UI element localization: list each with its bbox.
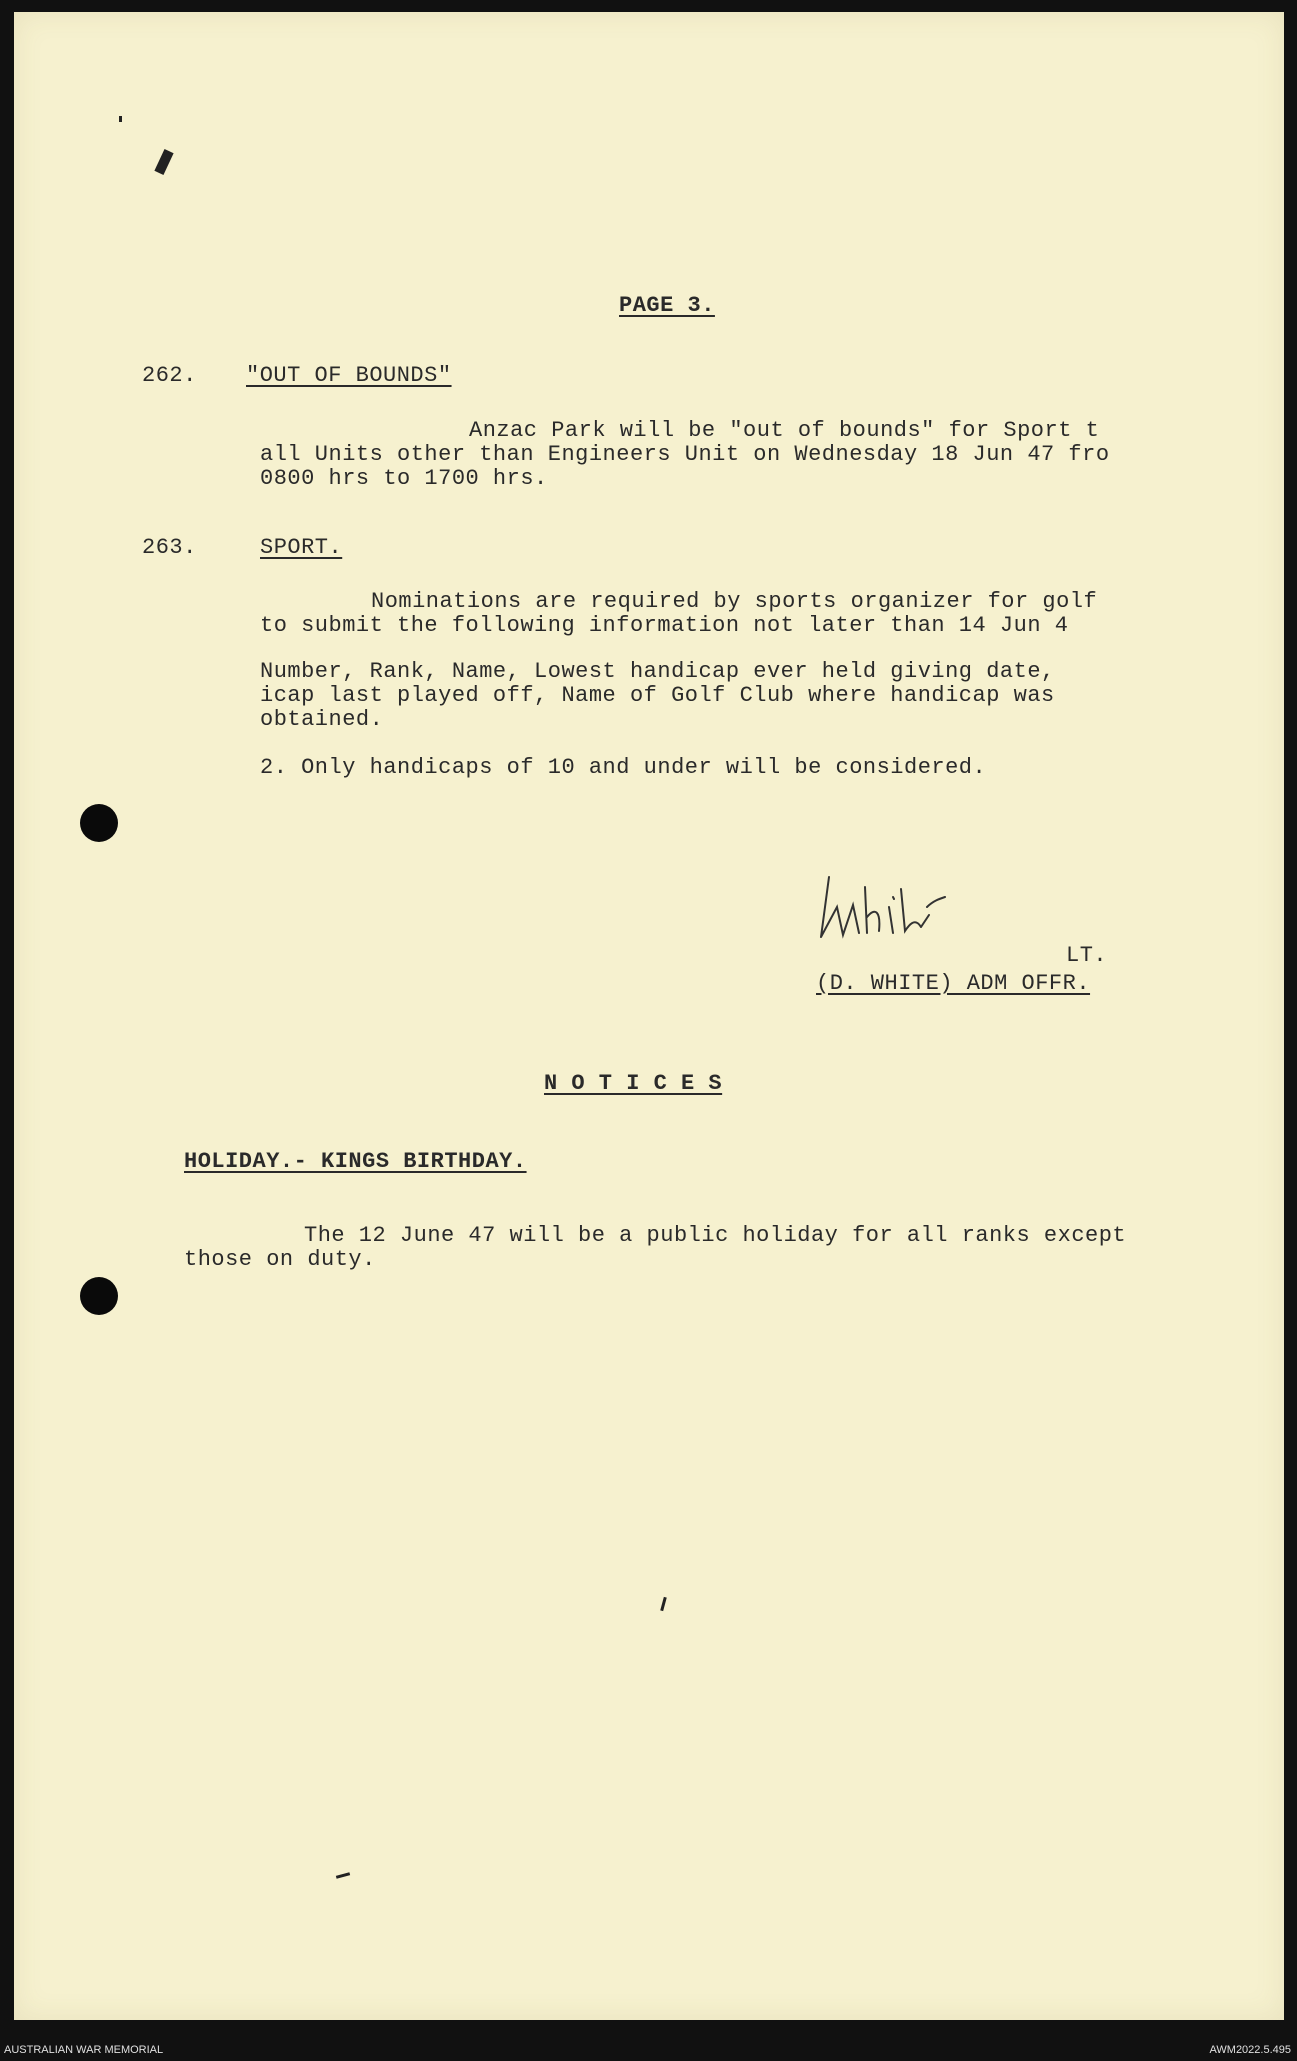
signature-name: (D. WHITE) ADM OFFR. (816, 971, 1091, 996)
page-heading: PAGE 3. (619, 293, 715, 318)
item-line: Nominations are required by sports organizer for golf (371, 589, 1098, 614)
typed-page (14, 12, 1284, 2020)
stray-mark (336, 1872, 350, 1879)
stray-mark (119, 116, 122, 122)
item-line: to submit the following information not later than 14 Jun 4 (260, 613, 1069, 638)
holiday-line: those on duty. (184, 1247, 376, 1272)
holiday-title: HOLIDAY.- KINGS BIRTHDAY. (184, 1149, 527, 1174)
holiday-line: The 12 June 47 will be a public holiday for all ranks except (304, 1223, 1127, 1248)
item-line: icap last played off, Name of Golf Club where handicap was (260, 683, 1055, 708)
item-line: Number, Rank, Name, Lowest handicap ever held giving date, (260, 659, 1055, 684)
item-line: all Units other than Engineers Unit on Wednesday 18 Jun 47 fro (260, 442, 1110, 467)
item-line: 0800 hrs to 1700 hrs. (260, 466, 548, 491)
handwritten-signature (809, 867, 999, 947)
item-title: SPORT. (260, 535, 343, 560)
stray-mark (660, 1597, 667, 1611)
item-line: obtained. (260, 707, 384, 732)
item-number: 263. (142, 535, 197, 560)
item-line: 2. Only handicaps of 10 and under will be considered. (260, 755, 987, 780)
item-title: "OUT OF BOUNDS" (246, 363, 452, 388)
stray-mark (154, 149, 173, 175)
footer-left: AUSTRALIAN WAR MEMORIAL (4, 2044, 164, 2056)
punch-hole (80, 1277, 118, 1315)
punch-hole (80, 804, 118, 842)
footer-right: AWM2022.5.495 (1209, 2044, 1291, 2056)
signature-rank: LT. (1066, 943, 1108, 968)
notices-heading: N O T I C E S (544, 1071, 723, 1096)
item-line: Anzac Park will be "out of bounds" for Sport t (469, 418, 1100, 443)
item-number: 262. (142, 363, 197, 388)
